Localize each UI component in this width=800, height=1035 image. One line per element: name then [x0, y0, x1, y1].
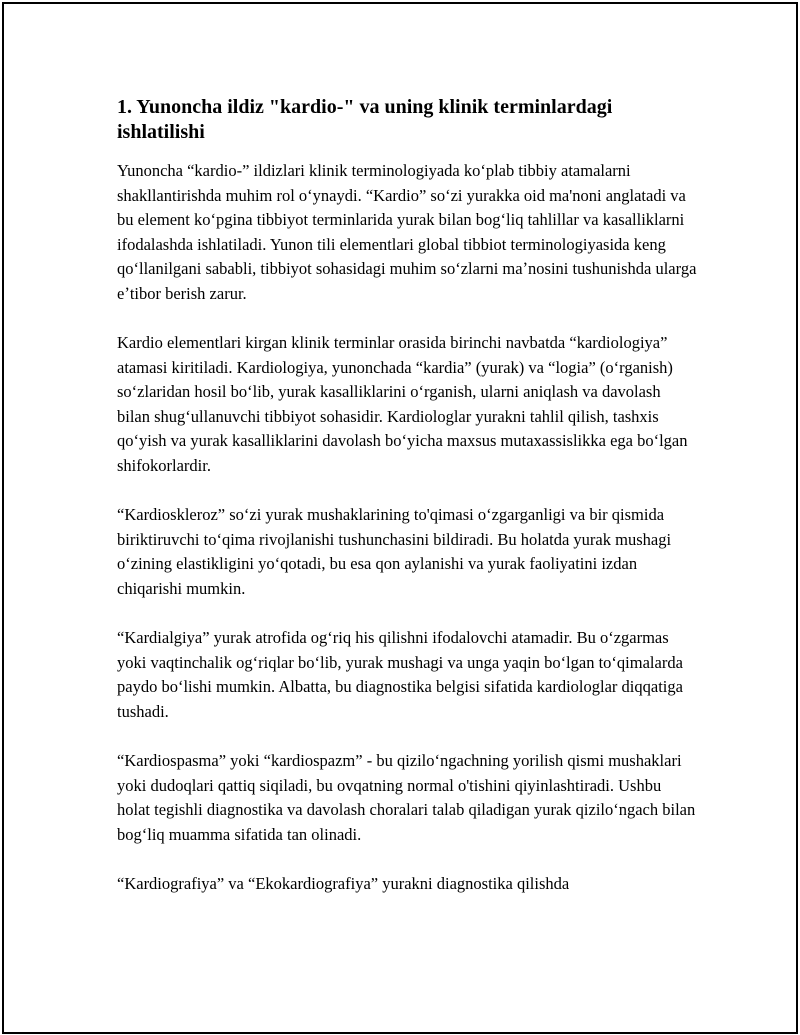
paragraph-kardiologiya: Kardio elementlari kirgan klinik terminlar orasida birinchi navbatda “kardiologiya” atamasi kiritiladi. Kardiologiya, yunonchada “kardia” (yurak) va “logia” (oʻrganish) soʻzlaridan hosil boʻlib, yurak kasalliklarini oʻrganish, ularni aniqlash va davolash bilan shugʻullanuvchi tibbiyot sohasidir. Kardiologlar yurakni tahlil qilish, tashxis qoʻyish va yurak kasalliklarini davolash boʻyicha maxsus mutaxassislikka ega boʻlgan shifokorlardir.	[117, 333, 688, 475]
paragraph-kardioskleroz: “Kardioskleroz” soʻzi yurak mushaklarining to'qimasi oʻzgarganligi va bir qismida biriktiruvchi toʻqima rivojlanishi tushunchasini bildiradi. Bu holatda yurak mushagi oʻzining elastikligini yoʻqotadi, bu esa qon aylanishi va yurak faoliyatini izdan chiqarishi mumkin.	[117, 505, 672, 598]
paragraph-kardiografiya: “Kardiografiya” va “Ekokardiografiya” yurakni diagnostika qilishda	[117, 874, 570, 893]
section-heading: 1. Yunoncha ildiz "kardio-" va uning klinik terminlardagi ishlatilishi	[117, 96, 613, 143]
paragraph-kardialgiya: “Kardialgiya” yurak atrofida ogʻriq his qilishni ifodalovchi atamadir. Bu oʻzgarmas yoki vaqtinchalik ogʻriqlar boʻlib, yurak mushagi va unga yaqin boʻlgan toʻqimalarda paydo boʻlishi mumkin. Albatta, bu diagnostika belgisi sifatida kardiologlar diqqatiga tushadi.	[117, 628, 683, 721]
paragraph-intro: Yunoncha “kardio-” ildizlari klinik terminologiyada koʻplab tibbiy atamalarni shakllantirishda muhim rol oʻynaydi. “Kardio” soʻzi yurakka oid ma'noni anglatadi va bu element koʻpgina tibbiyot terminlarida yurak bilan bogʻliq tahlillar va kasalliklarni ifodalashda ishlatiladi. Yunon tili elementlari global tibbiot terminologiyasida keng qoʻllanilgani sababli, tibbiyot sohasidagi muhim soʻzlarni maʼnosini tushunishda ularga eʼtibor berish zarur.	[117, 161, 697, 303]
document-body	[117, 95, 697, 897]
paragraph-kardiospasma: “Kardiospasma” yoki “kardiospazm” - bu qiziloʻngachning yorilish qismi mushaklari yoki dudoqlari qattiq siqiladi, bu ovqatning normal o'tishini qiyinlashtiradi. Ushbu holat tegishli diagnostika va davolash choralari talab qiladigan yurak qiziloʻngach bilan bogʻliq muamma sifatida tan olinadi.	[117, 751, 696, 844]
